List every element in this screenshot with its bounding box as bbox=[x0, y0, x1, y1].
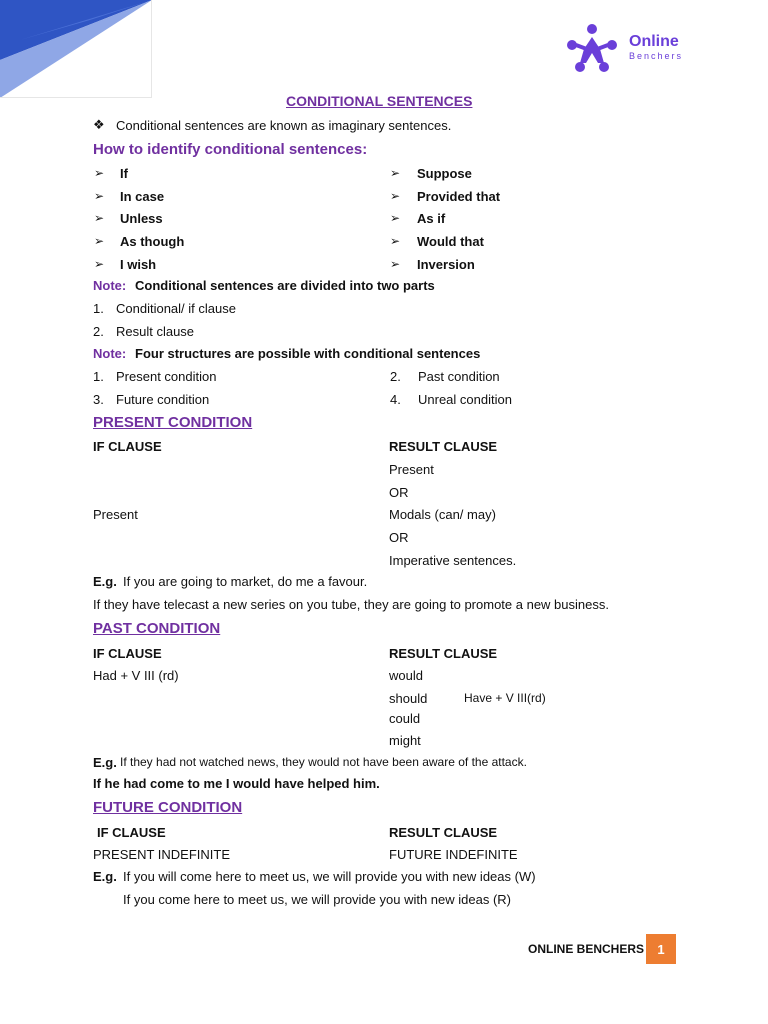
intro-text: Conditional sentences are known as imaginary sentences. bbox=[116, 118, 452, 133]
arrow-bullet-icon: ➢ bbox=[94, 234, 105, 248]
list-item: As if bbox=[417, 211, 446, 226]
list-item: Past condition bbox=[418, 369, 500, 384]
corner-decoration bbox=[0, 0, 152, 100]
result-value: Imperative sentences. bbox=[389, 553, 517, 568]
list-number: 4. bbox=[390, 392, 401, 407]
diamond-bullet-icon: ❖ bbox=[93, 117, 105, 132]
arrow-bullet-icon: ➢ bbox=[390, 211, 401, 225]
arrow-bullet-icon: ➢ bbox=[390, 257, 401, 271]
example-label: E.g. bbox=[93, 755, 117, 770]
list-item: If bbox=[120, 166, 128, 181]
page-title: CONDITIONAL SENTENCES bbox=[286, 93, 473, 109]
result-value: OR bbox=[389, 485, 409, 500]
note-text: Four structures are possible with conditional sentences bbox=[135, 346, 481, 361]
people-logo-icon bbox=[566, 23, 618, 75]
result-value: could bbox=[389, 711, 421, 726]
example-label: E.g. bbox=[93, 869, 117, 884]
list-number: 1. bbox=[93, 369, 104, 384]
result-value: should bbox=[389, 691, 428, 706]
list-number: 2. bbox=[390, 369, 401, 384]
list-item: Provided that bbox=[417, 189, 501, 204]
list-item: Present condition bbox=[116, 369, 217, 384]
list-item: Conditional/ if clause bbox=[116, 301, 236, 316]
example-text: If you are going to market, do me a favour. bbox=[123, 574, 368, 589]
list-item: In case bbox=[120, 189, 165, 204]
if-value: PRESENT INDEFINITE bbox=[93, 847, 231, 862]
page-number-badge bbox=[646, 934, 676, 964]
example-text: If they had not watched news, they would not have been aware of the attack. bbox=[120, 755, 527, 769]
list-number: 1. bbox=[93, 301, 104, 316]
example-text: If you come here to meet us, we will provide you with new ideas (R) bbox=[123, 892, 512, 907]
list-item: As though bbox=[120, 234, 185, 249]
arrow-bullet-icon: ➢ bbox=[94, 257, 105, 271]
if-value: Had + V III (rd) bbox=[93, 668, 179, 683]
note-label: Note: bbox=[93, 346, 127, 361]
list-item: Unless bbox=[120, 211, 163, 226]
result-value: might bbox=[389, 733, 421, 748]
result-value: Modals (can/ may) bbox=[389, 507, 496, 522]
arrow-bullet-icon: ➢ bbox=[94, 166, 105, 180]
example-label: E.g. bbox=[93, 574, 117, 589]
list-number: 2. bbox=[93, 324, 104, 339]
arrow-bullet-icon: ➢ bbox=[390, 166, 401, 180]
arrow-bullet-icon: ➢ bbox=[390, 189, 401, 203]
example-text: If he had come to me I would have helped him. bbox=[93, 776, 380, 791]
result-value: would bbox=[389, 668, 423, 683]
example-text: If they have telecast a new series on you tube, they are going to promote a new business. bbox=[93, 597, 609, 612]
list-item: Future condition bbox=[116, 392, 210, 407]
list-item: Result clause bbox=[116, 324, 195, 339]
list-item: Suppose bbox=[417, 166, 472, 181]
example-text: If you will come here to meet us, we will provide you with new ideas (W) bbox=[123, 869, 536, 884]
footer-label: ONLINE BENCHERS bbox=[528, 942, 645, 956]
identify-heading: How to identify conditional sentences: bbox=[93, 141, 368, 158]
result-clause-header: RESULT CLAUSE bbox=[389, 825, 498, 840]
arrow-bullet-icon: ➢ bbox=[94, 211, 105, 225]
if-value: Present bbox=[93, 507, 138, 522]
if-clause-header: IF CLAUSE bbox=[93, 646, 162, 661]
list-item: Would that bbox=[417, 234, 484, 249]
list-item: Inversion bbox=[417, 257, 475, 272]
list-item: I wish bbox=[120, 257, 157, 272]
note-label: Note: bbox=[93, 278, 127, 293]
arrow-bullet-icon: ➢ bbox=[94, 189, 105, 203]
if-clause-header: IF CLAUSE bbox=[97, 825, 166, 840]
section-heading-future: FUTURE CONDITION bbox=[93, 799, 243, 816]
list-number: 3. bbox=[93, 392, 104, 407]
page-number: 1 bbox=[657, 941, 665, 957]
list-item: Unreal condition bbox=[418, 392, 512, 407]
result-clause-header: RESULT CLAUSE bbox=[389, 439, 498, 454]
result-value: OR bbox=[389, 530, 409, 545]
logo-name: Online bbox=[629, 33, 679, 50]
note-text: Conditional sentences are divided into two parts bbox=[135, 278, 435, 293]
section-heading-present: PRESENT CONDITION bbox=[93, 414, 253, 431]
section-heading-past: PAST CONDITION bbox=[93, 620, 221, 637]
arrow-bullet-icon: ➢ bbox=[390, 234, 401, 248]
result-value: FUTURE INDEFINITE bbox=[389, 847, 518, 862]
if-clause-header: IF CLAUSE bbox=[93, 439, 162, 454]
result-value: Present bbox=[389, 462, 434, 477]
have-note: Have + V III(rd) bbox=[464, 691, 546, 705]
logo-subname: Benchers bbox=[629, 51, 684, 61]
logo bbox=[566, 23, 618, 80]
result-clause-header: RESULT CLAUSE bbox=[389, 646, 498, 661]
